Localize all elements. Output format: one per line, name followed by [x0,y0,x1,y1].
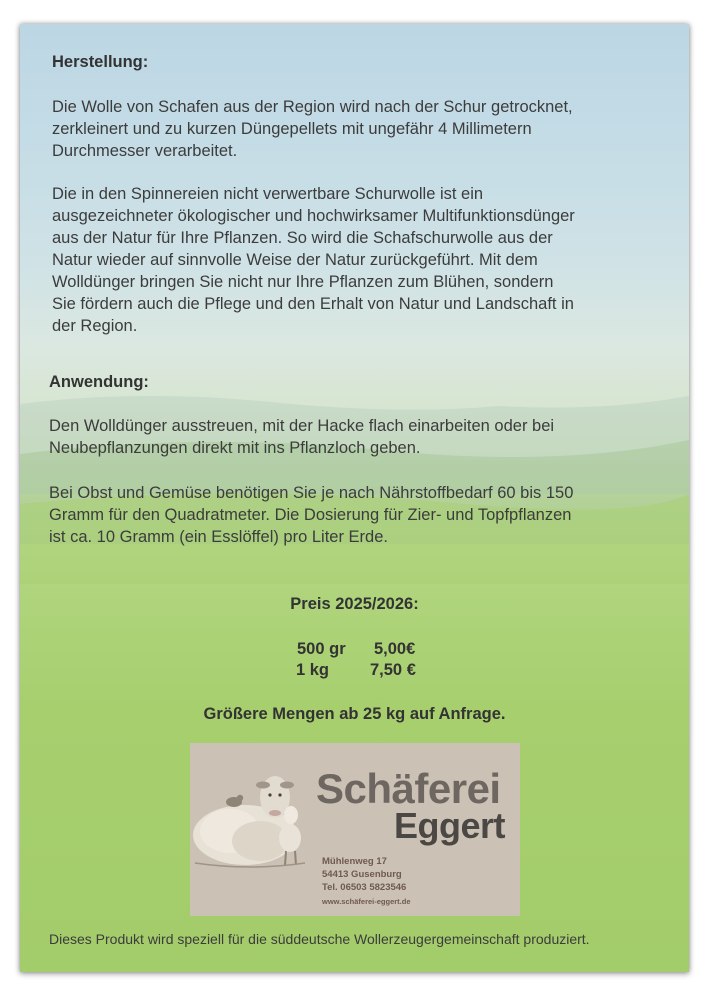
anwendung-paragraph-1 [49,415,554,459]
anwendung-paragraph-2 [49,482,573,548]
text-line: der Region. [52,317,138,335]
footer-note: Dieses Produkt wird speziell für die süddeutsche Wollerzeugergemeinschaft produziert. [49,931,590,947]
text-line: Die Wolle von Schafen aus der Region wird nach der Schur getrocknet, [52,98,573,116]
preis-heading: Preis 2025/2026: [290,595,419,613]
text-line: Durchmesser verarbeitet. [52,142,238,160]
text-line: Bei Obst und Gemüse benötigen Sie je nach Nährstoffbedarf 60 bis 150 [49,484,574,502]
text-line: Die in den Spinnereien nicht verwertbare Schurwolle ist ein [52,185,484,203]
text-line: Neubepflanzungen direkt mit ins Pflanzloch geben. [49,439,421,457]
text-line: Den Wolldünger ausstreuen, mit der Hacke flach einarbeiten oder bei [49,417,555,435]
price-value-2: 7,50 € [370,661,416,679]
text-line: ausgezeichneter ökologischer und hochwirksamer Multifunktionsdünger [52,207,575,225]
flyer-page [20,24,689,972]
herstellung-heading: Herstellung: [52,53,149,71]
logo-name-2: Eggert [394,805,506,846]
herstellung-paragraph-2 [52,183,575,337]
text-line: Sie fördern auch die Pflege und den Erhalt von Natur und Landschaft in [52,295,574,313]
anwendung-heading: Anwendung: [49,373,149,391]
logo-address-city: 54413 Gusenburg [322,869,402,880]
text-line: Natur wieder auf sinnvolle Weise der Natur zurückgeführt. Mit dem [52,251,538,269]
logo-address-street: Mühlenweg 17 [322,856,387,867]
farm-logo-card [190,743,520,916]
text-line: Wolldünger bringen Sie nicht nur Ihre Pflanzen zum Blühen, sondern [52,273,554,291]
logo-name-1: Schäferei [316,765,501,812]
herstellung-paragraph-1 [52,96,573,162]
text-line: ist ca. 10 Gramm (ein Esslöffel) pro Liter Erde. [49,528,388,546]
price-value-1: 5,00€ [374,640,416,658]
text-line: zerkleinert und zu kurzen Düngepellets mit ungefähr 4 Millimetern [52,120,532,138]
logo-website: www.schäferei-eggert.de [322,897,411,906]
text-line: aus der Natur für Ihre Pflanzen. So wird die Schafschurwolle aus der [52,229,553,247]
logo-address-phone: Tel. 06503 5823546 [322,882,407,893]
bulk-order-note: Größere Mengen ab 25 kg auf Anfrage. [203,705,506,723]
price-amount-1: 500 gr [297,640,346,658]
text-line: Gramm für den Quadratmeter. Die Dosierung für Zier- und Topfpflanzen [49,506,572,524]
price-amount-2: 1 kg [296,661,330,679]
